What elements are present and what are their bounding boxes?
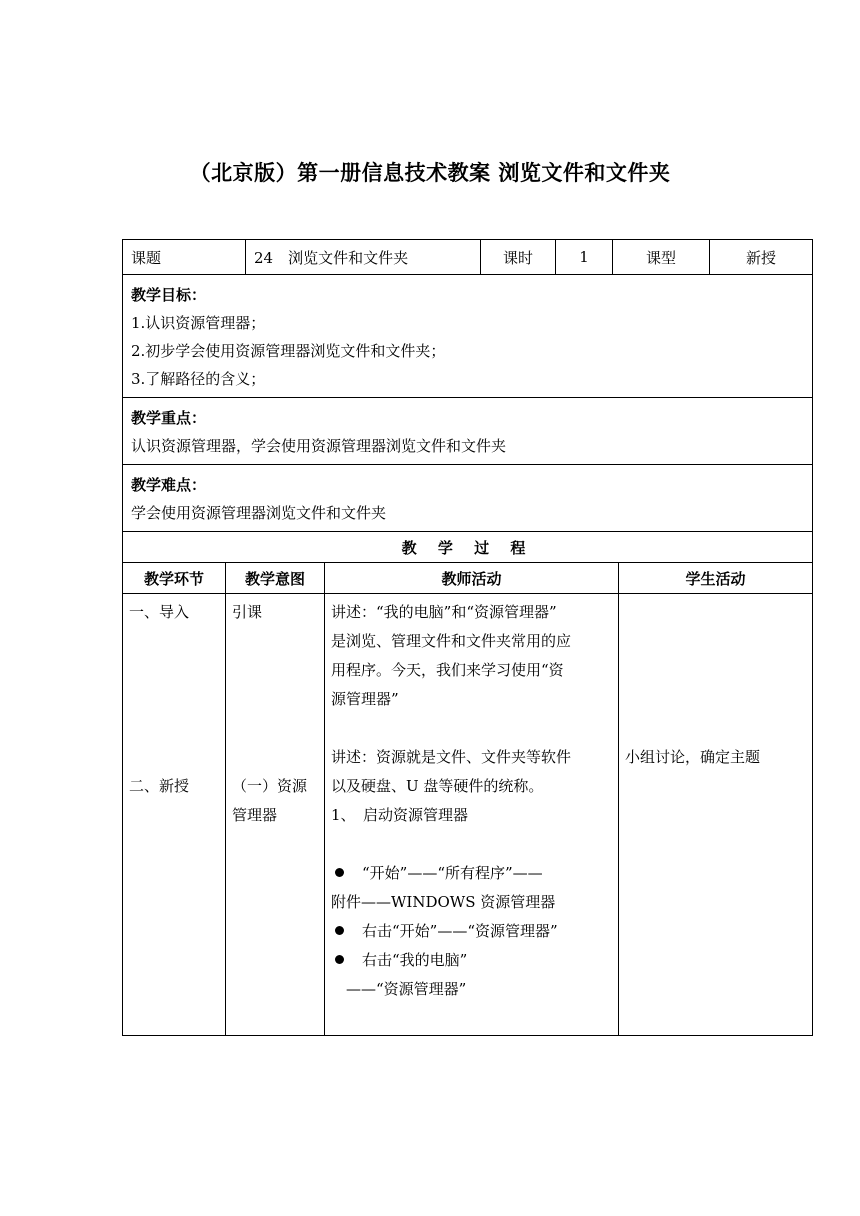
lesson-plan-table [122,239,812,1036]
difficulties-text: 学会使用资源管理器浏览文件和文件夹 [131,504,387,522]
teacher-bullet: 右击“开始”——“资源管理器” [331,917,612,946]
key-points-text: 认识资源管理器，学会使用资源管理器浏览文件和文件夹 [131,437,507,455]
key-points-row [123,398,813,465]
intent-intro: 引课 [232,603,263,621]
teacher-activity-cell [325,594,619,1036]
student-activity-cell [619,594,813,1036]
student-text: 小组讨论，确定主题 [625,748,761,766]
process-body-row [123,594,813,1036]
stage-new: 二、新授 [129,777,190,795]
hours-label: 课时 [481,240,556,275]
objective-item: 2.初步学会使用资源管理器浏览文件和文件夹； [131,342,446,360]
header-row [123,240,813,275]
process-heading: 教 学 过 程 [123,532,813,563]
bullet-icon [335,926,344,935]
process-heading-row [123,532,813,563]
objectives-heading: 教学目标： [131,286,207,304]
teacher-step: 1、 启动资源管理器 [331,806,469,824]
stage-intro: 一、导入 [129,603,190,621]
type-value: 新授 [710,240,813,275]
bullet-icon [335,868,344,877]
topic-label: 课题 [123,240,246,275]
difficulties-row [123,465,813,532]
teacher-bullet: “开始”——“所有程序”—— [331,859,612,888]
column-header-stage: 教学环节 [123,563,226,594]
objective-item: 1.认识资源管理器； [131,314,266,332]
column-header-intent: 教学意图 [226,563,325,594]
teacher-text: 是浏览、管理文件和文件夹常用的应 [331,632,572,650]
teacher-text: ——“资源管理器” [331,980,467,998]
bullet-icon [335,955,344,964]
teacher-text: 附件——WINDOWS 资源管理器 [331,893,556,911]
intent-cell [226,594,325,1036]
teacher-text: 讲述：“我的电脑”和“资源管理器” [331,603,557,621]
document-title: （北京版）第一册信息技术教案 浏览文件和文件夹 [189,161,671,185]
teacher-text: 用程序。今天，我们来学习使用“资 [331,661,564,679]
teacher-text: 源管理器” [331,690,399,708]
process-column-header-row [123,563,813,594]
column-header-student: 学生活动 [619,563,813,594]
column-header-teacher: 教师活动 [325,563,619,594]
topic-value: 24 浏览文件和文件夹 [246,240,481,275]
teacher-text: 以及硬盘、U 盘等硬件的统称。 [331,777,544,795]
intent-resource-l2: 管理器 [232,806,278,824]
stage-cell [123,594,226,1036]
objectives-row [123,275,813,398]
difficulties-heading: 教学难点： [131,476,207,494]
teacher-bullet: 右击“我的电脑” [331,946,612,975]
type-label: 课型 [613,240,710,275]
teacher-text: 讲述：资源就是文件、文件夹等软件 [331,748,572,766]
hours-value: 1 [556,240,613,275]
objective-item: 3.了解路径的含义； [131,370,266,388]
key-points-heading: 教学重点： [131,409,207,427]
intent-resource-l1: （一）资源 [232,777,308,795]
